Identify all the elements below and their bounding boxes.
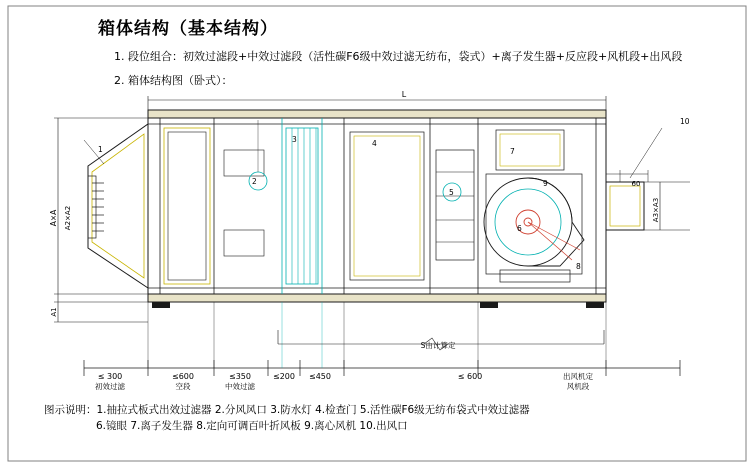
callout-9: 9 [543,179,548,188]
dim-seg-7-name: 风机段 [566,382,590,391]
callout-10: 10 [680,117,690,126]
callout-2: 2 [252,177,257,186]
dim-seg-5: ≤450 [309,372,331,381]
dim-seg-3: ≤350 [229,372,251,381]
dim-seg-2: ≤600 [172,372,194,381]
callout-8: 8 [576,262,581,271]
legend-intro: 图示说明： [44,404,97,416]
callout-7: 7 [510,147,515,156]
dim-60: 60 [631,180,641,188]
composition-line: 1. 段位组合：初效过滤段+中效过滤段（活性碳F6级中效过滤无纺布，袋式）+离子发生器+反应段+风机段+出风段 [114,50,683,63]
dim-A3xA3: A3×A3 [652,197,660,223]
page-title: 箱体结构（基本结构） [98,19,278,39]
callout-4: 4 [372,139,377,148]
dim-seg-1-name: 初效过滤 [95,382,125,391]
structure-line: 2. 箱体结构图（卧式）： [114,74,233,87]
callout-6: 6 [517,224,522,233]
dim-seg-2-name: 空段 [175,382,191,391]
legend-row-2 [96,418,530,434]
dim-A2xA2: A2×A2 [64,205,72,231]
dim-note-S: S由计算定 [420,341,456,350]
dim-overall-length: L [401,90,407,99]
legend-row-1 [44,402,530,418]
dim-seg-4: ≤200 [273,372,295,381]
callout-5: 5 [449,188,454,197]
dim-seg-3-name: 中效过滤 [225,382,255,391]
dim-AxA: A×A [49,209,58,227]
dim-seg-7: 出风机定 [563,372,593,381]
dim-seg-6: ≤ 600 [457,372,483,381]
legend [44,402,530,434]
dim-seg-1: ≤ 300 [97,372,123,381]
legend-items-1: 1.抽拉式板式出效过滤器 2.分风风口 3.防水灯 4.检查门 5.活性碳F6级无纺布袋式中效过滤器 [96,404,530,416]
legend-items-2: 6.镜眼 7.离子发生器 8.定向可调百叶折风板 9.离心风机 10.出风口 [96,420,408,432]
callout-1: 1 [98,145,103,154]
callout-3: 3 [292,135,297,144]
dim-A1: A1 [50,307,58,317]
